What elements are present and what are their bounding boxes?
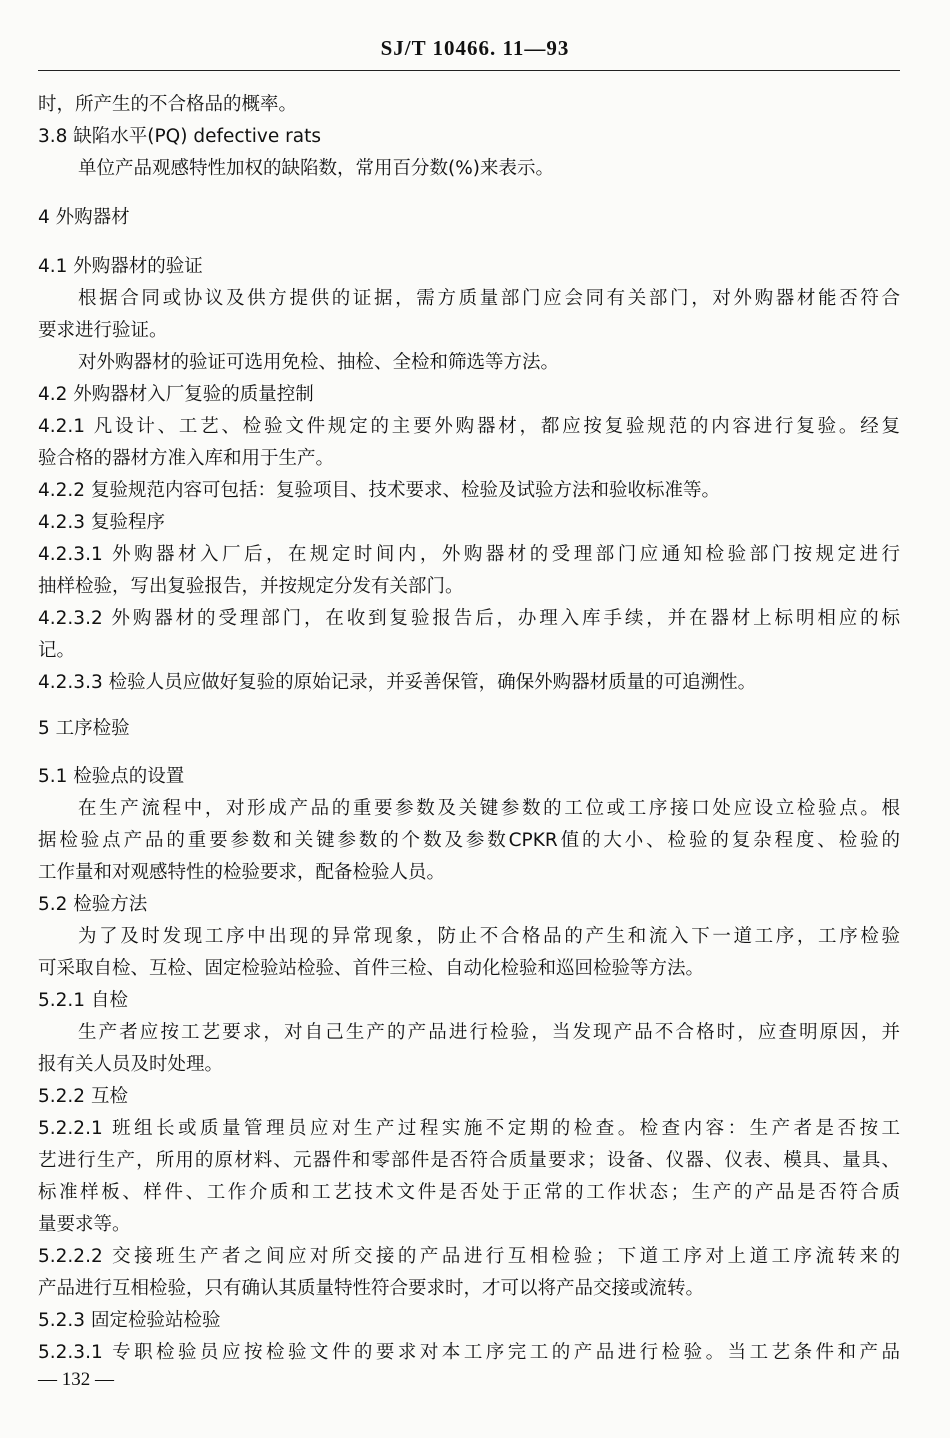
clause-4-2-1: 4.2.1 凡设计、工艺、检验文件规定的主要外购器材，都应按复验规范的内容进行复验。经复: [38, 416, 900, 437]
clause-5-2-3-1: 5.2.3.1 专职检验员应按检验文件的要求对本工序完工的产品进行检验。当工艺条件和产品: [38, 1342, 900, 1363]
text-line: 在生产流程中，对形成产品的重要参数及关键参数的工位或工序接口处应设立检验点。根: [78, 798, 900, 819]
text-line: 艺进行生产，所用的原材料、元器件和零部件是否符合质量要求；设备、仪器、仪表、模具、量具、: [38, 1150, 900, 1171]
page-number: — 132 —: [38, 1369, 114, 1390]
text-line: 时，所产生的不合格品的概率。: [38, 94, 298, 115]
clause-4-2-3-1: 4.2.3.1 外购器材入厂后，在规定时间内，外购器材的受理部门应通知检验部门按规定进行: [38, 544, 900, 565]
text-line: 报有关人员及时处理。: [38, 1054, 224, 1075]
text-line: 生产者应按工艺要求，对自己生产的产品进行检验，当发现产品不合格时，应查明原因，并: [78, 1022, 900, 1043]
text-line: 抽样检验，写出复验报告，并按规定分发有关部门。: [38, 576, 464, 597]
text-line: 据检验点产品的重要参数和关键参数的个数及参数CPKR值的大小、检验的复杂程度、检验的: [38, 830, 900, 851]
section-4-heading: 4 外购器材: [38, 207, 130, 228]
text-line: 工作量和对观感特性的检验要求，配备检验人员。: [38, 862, 446, 883]
clause-4-2-heading: 4.2 外购器材入厂复验的质量控制: [38, 384, 314, 405]
standard-code-header: SJ/T 10466. 11—93: [380, 36, 570, 60]
clause-5-2-1-heading: 5.2.1 自检: [38, 990, 128, 1011]
text-line: 单位产品观感特性加权的缺陷数，常用百分数(%)来表示。: [78, 158, 555, 179]
clause-5-2-3-heading: 5.2.3 固定检验站检验: [38, 1310, 221, 1331]
clause-5-2-2-heading: 5.2.2 互检: [38, 1086, 128, 1107]
text-line: 可采取自检、互检、固定检验站检验、首件三检、自动化检验和巡回检验等方法。: [38, 958, 705, 979]
text-line: 记。: [38, 640, 76, 661]
clause-5-2-2-1: 5.2.2.1 班组长或质量管理员应对生产过程实施不定期的检查。检查内容：生产者是否按工: [38, 1118, 900, 1139]
section-5-heading: 5 工序检验: [38, 718, 130, 739]
text-line: 验合格的器材方准入库和用于生产。: [38, 448, 335, 469]
clause-5-2-heading: 5.2 检验方法: [38, 894, 148, 915]
clause-4-2-3-2: 4.2.3.2 外购器材的受理部门，在收到复验报告后，办理入库手续，并在器材上标明相应的标: [38, 608, 900, 629]
clause-4-2-3-heading: 4.2.3 复验程序: [38, 512, 165, 533]
header-rule: [38, 70, 900, 71]
text-line: 要求进行验证。: [38, 320, 168, 341]
text-line: 为了及时发现工序中出现的异常现象，防止不合格品的产生和流入下一道工序，工序检验: [78, 926, 900, 947]
clause-5-2-2-2: 5.2.2.2 交接班生产者之间应对所交接的产品进行互相检验；下道工序对上道工序流转来的: [38, 1246, 900, 1267]
clause-4-2-2: 4.2.2 复验规范内容可包括：复验项目、技术要求、检验及试验方法和验收标准等。: [38, 480, 720, 501]
text-line: 量要求等。: [38, 1214, 131, 1235]
clause-4-2-3-3: 4.2.3.3 检验人员应做好复验的原始记录，并妥善保管，确保外购器材质量的可追溯性。: [38, 672, 757, 693]
text-line: 标准样板、样件、工作介质和工艺技术文件是否处于正常的工作状态；生产的产品是否符合质: [38, 1182, 900, 1203]
clause-3-8-heading: 3.8 缺陷水平(PQ) defective rats: [38, 126, 321, 147]
clause-4-1-heading: 4.1 外购器材的验证: [38, 256, 203, 277]
text-line: 根据合同或协议及供方提供的证据，需方质量部门应会同有关部门，对外购器材能否符合: [78, 288, 900, 309]
text-line: 产品进行互相检验，只有确认其质量特性符合要求时，才可以将产品交接或流转。: [38, 1278, 705, 1299]
clause-5-1-heading: 5.1 检验点的设置: [38, 766, 185, 787]
text-line: 对外购器材的验证可选用免检、抽检、全检和筛选等方法。: [78, 352, 560, 373]
